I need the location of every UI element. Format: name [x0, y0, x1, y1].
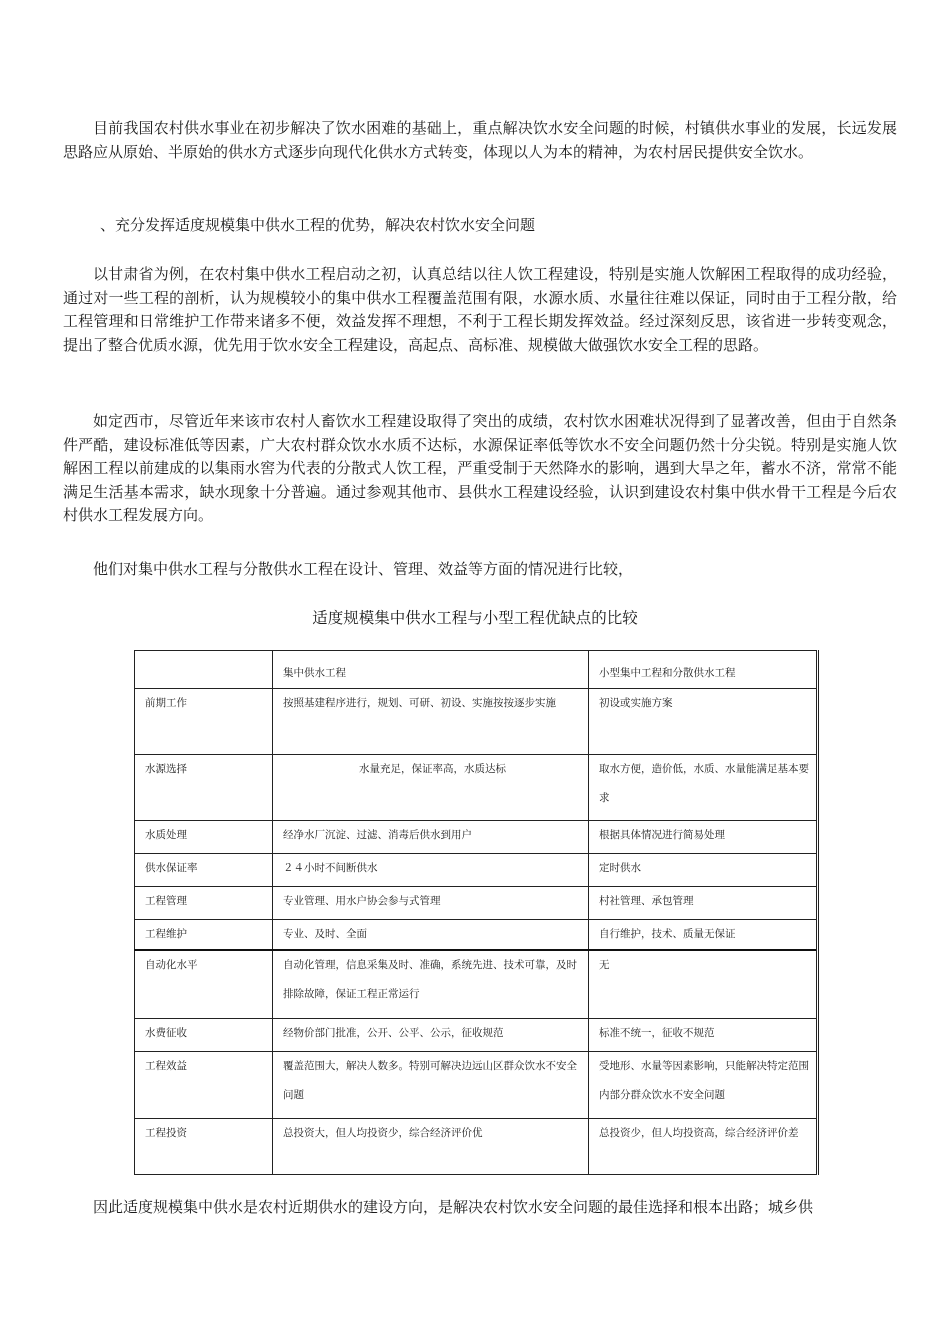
- row-small: 总投资少，但人均投资高，综合经济评价差: [589, 1118, 818, 1174]
- row-central: 总投资大，但人均投资少，综合经济评价优: [273, 1118, 589, 1174]
- row-item: 水质处理: [135, 821, 273, 854]
- table-row: [135, 887, 818, 920]
- table-row: [135, 950, 818, 1018]
- table-row: [135, 920, 818, 951]
- row-item: 供水保证率: [135, 854, 273, 887]
- gansu-paragraph: 以甘肃省为例，在农村集中供水工程启动之初，认真总结以往人饮工程建设，特别是实施人饮解困工程取得的成功经验，通过对一些工程的剖析，认为规模较小的集中供水工程覆盖范围有限，水源水质、水量往往难以保证，同时由于工程分散，给工程管理和日常维护工作带来诸多不便，效益发挥不理想，不利于工程长期发挥效益。经过深刻反思，该省进一步转变观念，提出了整合优质水源，优先用于饮水安全工程建设，高起点、高标准、规模做大做强饮水安全工程的思路。: [63, 265, 897, 354]
- table-row: [135, 755, 818, 821]
- section-heading: 、充分发挥适度规模集中供水工程的优势，解决农村饮水安全问题: [100, 216, 536, 234]
- comparison-intro-paragraph: 他们对集中供水工程与分散供水工程在设计、管理、效益等方面的情况进行比较，: [93, 560, 634, 578]
- row-central: 专业、及时、全面: [273, 920, 589, 951]
- row-item: 工程管理: [135, 887, 273, 920]
- row-item: 水费征收: [135, 1018, 273, 1051]
- row-central: 经净水厂沉淀、过滤、消毒后供水到用户: [273, 821, 589, 854]
- row-small: 定时供水: [589, 854, 818, 887]
- row-small: 自行维护，技术、质量无保证: [589, 920, 818, 951]
- row-small: 根据具体情况进行简易处理: [589, 821, 818, 854]
- row-central: ２４小时不间断供水: [273, 854, 589, 887]
- row-small: 初设或实施方案: [589, 689, 818, 755]
- table-caption: 适度规模集中供水工程与小型工程优缺点的比较: [312, 609, 638, 627]
- table-row: [135, 689, 818, 755]
- row-small: 受地形、水量等因素影响，只能解决特定范围内部分群众饮水不安全问题: [589, 1051, 818, 1118]
- intro-paragraph: 目前我国农村供水事业在初步解决了饮水困难的基础上，重点解决饮水安全问题的时候，村镇供水事业的发展，长远发展思路应从原始、半原始的供水方式逐步向现代化供水方式转变，体现以人为本的精神，为农村居民提供安全饮水。: [63, 119, 897, 161]
- header-cell-empty: [135, 651, 273, 689]
- table-header-row: [135, 651, 818, 689]
- header-cell-small: 小型集中工程和分散供水工程: [589, 651, 818, 689]
- row-central: 水量充足，保证率高，水质达标: [273, 755, 589, 821]
- row-central: 经物价部门批准，公开、公平、公示，征收规范: [273, 1018, 589, 1051]
- row-item: 工程投资: [135, 1118, 273, 1174]
- table-row: [135, 1118, 818, 1174]
- row-item: 前期工作: [135, 689, 273, 755]
- header-cell-central: 集中供水工程: [273, 651, 589, 689]
- row-item: 工程维护: [135, 920, 273, 951]
- table-row: [135, 1051, 818, 1118]
- row-item: 自动化水平: [135, 950, 273, 1018]
- comparison-table: [134, 650, 819, 1175]
- row-central: 专业管理、用水户协会参与式管理: [273, 887, 589, 920]
- row-central: 覆盖范围大，解决人数多。特别可解决边远山区群众饮水不安全问题: [273, 1051, 589, 1118]
- row-small: 取水方便，造价低，水质、水量能满足基本要求: [589, 755, 818, 821]
- table-row: [135, 854, 818, 887]
- row-central: 按照基建程序进行，规划、可研、初设、实施按按逐步实施: [273, 689, 589, 755]
- dingxi-paragraph: 如定西市，尽管近年来该市农村人畜饮水工程建设取得了突出的成绩，农村饮水困难状况得到了显著改善，但由于自然条件严酷，建设标准低等因素，广大农村群众饮水水质不达标，水源保证率低等饮水不安全问题仍然十分尖锐。特别是实施人饮解困工程以前建成的以集雨水窖为代表的分散式人饮工程，严重受制于天然降水的影响，遇到大旱之年，蓄水不济，常常不能满足生活基本需求，缺水现象十分普遍。通过参观其他市、县供水工程建设经验，认识到建设农村集中供水骨干工程是今后农村供水工程发展方向。: [63, 412, 897, 524]
- row-item: 水源选择: [135, 755, 273, 821]
- table-row: [135, 1018, 818, 1051]
- row-small: 标准不统一，征收不规范: [589, 1018, 818, 1051]
- conclusion-paragraph: 因此适度规模集中供水是农村近期供水的建设方向，是解决农村饮水安全问题的最佳选择和根本出路；城乡供: [93, 1198, 814, 1216]
- row-small: 无: [589, 950, 818, 1018]
- row-item: 工程效益: [135, 1051, 273, 1118]
- row-central: 自动化管理，信息采集及时、准确，系统先进、技术可靠，及时排除故障，保证工程正常运行: [273, 950, 589, 1018]
- table-row: [135, 821, 818, 854]
- row-small: 村社管理、承包管理: [589, 887, 818, 920]
